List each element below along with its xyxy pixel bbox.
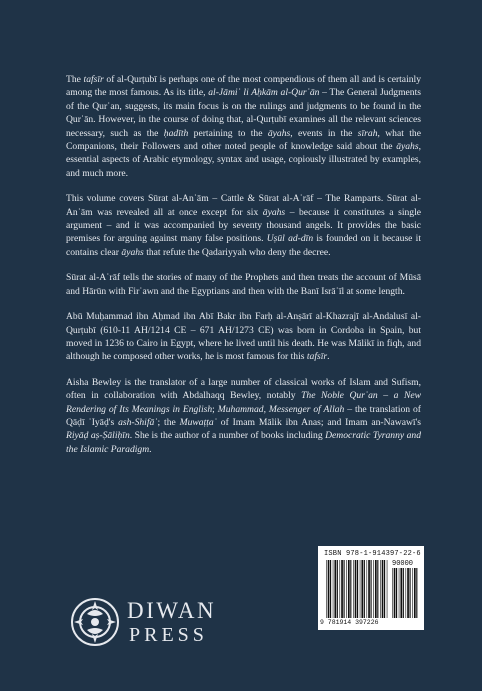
text-run: Aisha Bewley is the translator of a large number of classical works of Islam and Sufism, often in collaboration with Abdalhaqq Bewley, notably <box>66 376 421 402</box>
paragraph-surat-araf <box>66 271 421 298</box>
text-run: Abū Muḥammad ibn Aḥmad ibn Abī Bakr ibn Farḥ al-Anṣārī al-Khazrajī al-Andalusī al-Qurṭubī (610-11 AH/1214 CE – 671 AH/1273 CE) was born in Cordoba in Spain, but moved in 1236 to Cairo in Egypt, where he lived until his death. He was Mālikī in fiqh, and although he composed other works, he is most famous for this <box>66 311 421 363</box>
text-run: of Imam Mālik ibn Anas; and Imam an-Nawawī's <box>216 416 422 428</box>
text-run: of al-Qurṭubī is perhaps one of the most compendious of them all and is certainly among the most famous. As its title, <box>66 74 421 99</box>
italic-term: Democratic Tyranny and the Islamic Paradigm <box>66 430 421 455</box>
text-run: , events in the <box>290 127 358 139</box>
italic-term: tafsīr <box>306 351 328 363</box>
text-run: , essential aspects of Arabic etymology, syntax and usage, copiously illustrated by examples, and much more. <box>66 141 421 179</box>
text-run: – The General Judgments of the Qurʾan, suggests, its main focus is on the rulings and judgments to be found in the Qurʾān. However, in the course of doing that, al-Qurṭubī examines all the relevant sciences necessary, such as the <box>66 87 421 139</box>
text-run: – the translation of Qāḍī ʿIyāḍ's <box>66 403 421 428</box>
text-run: – because it constitutes a single argument – and it was accompanied by seventy thousand angels. It provides the basic premises for arguing against many false positions. <box>66 206 421 245</box>
text-run: ; the <box>157 416 180 428</box>
text-run: is founded on it because it contains clear <box>66 233 422 258</box>
italic-term: tafsīr <box>83 74 104 85</box>
paragraph-translator-bio <box>66 376 421 456</box>
italic-term: The Noble Qurʾan – a New Rendering of Its Meanings in English <box>66 390 421 415</box>
italic-term: ash-Shifāʾ <box>118 416 158 428</box>
italic-term: āyahs <box>262 206 286 218</box>
isbn-label: ISBN 978-1-914397-22-6 <box>324 550 421 558</box>
text-run: ; <box>212 403 218 415</box>
diwan-press-emblem-icon <box>69 596 121 648</box>
italic-term: Uṣūl ad-dīn <box>266 233 314 245</box>
text-run: This volume covers Sūrat al-Anʿām – Cattle & Sūrat al-Aʿrāf – The Ramparts. Sūrat al-Anʿām was revealed all at once except for six <box>66 193 421 218</box>
text-run: . <box>149 443 152 455</box>
publisher-name-line1: DIWAN <box>127 598 217 623</box>
italic-term: Muwaṭṭaʾ <box>179 416 217 428</box>
text-run: The <box>66 74 84 85</box>
italic-term: Muhammad, Messenger of Allah <box>217 403 345 415</box>
ean13-bars <box>326 560 388 618</box>
text-run: that refute the Qadariyyah who deny the decree. <box>143 246 331 258</box>
paragraph-tafsir-intro <box>66 73 421 180</box>
paragraph-volume-coverage <box>66 192 421 259</box>
isbn-barcode <box>318 546 424 630</box>
italic-term: āyahs <box>396 141 419 153</box>
italic-term: al-Jāmiʿ li Aḥkām al-Qurʾān <box>208 87 320 99</box>
italic-term: ḥadīth <box>163 127 189 139</box>
italic-term: sīrah <box>357 127 378 139</box>
ean13-number: 9 781914 397226 <box>320 619 379 626</box>
paragraph-author-bio <box>66 310 421 364</box>
italic-term: Riyāḍ aṣ-Ṣāliḥīn <box>66 430 130 442</box>
italic-term: āyahs <box>267 127 291 139</box>
italic-term: āyahs <box>121 246 144 258</box>
publisher-name-line2: PRESS <box>129 624 208 646</box>
text-run: pertaining to the <box>188 127 268 139</box>
text-run: , what the Companions, their Followers and other noted people of knowledge said about the <box>66 127 421 153</box>
back-cover-text <box>66 73 421 468</box>
text-run: Sūrat al-Aʿrāf tells the stories of many of the Prophets and then treats the account of Mūsā and Hārūn with Firʿawn and the Egyptians and then with the Banī Isrāʾīl at some length. <box>66 272 421 297</box>
text-run: . She is the author of a number of books including <box>129 430 326 442</box>
price-addon-number: 90000 <box>392 560 414 568</box>
ean5-bars <box>392 568 418 618</box>
text-run: . <box>327 351 330 363</box>
